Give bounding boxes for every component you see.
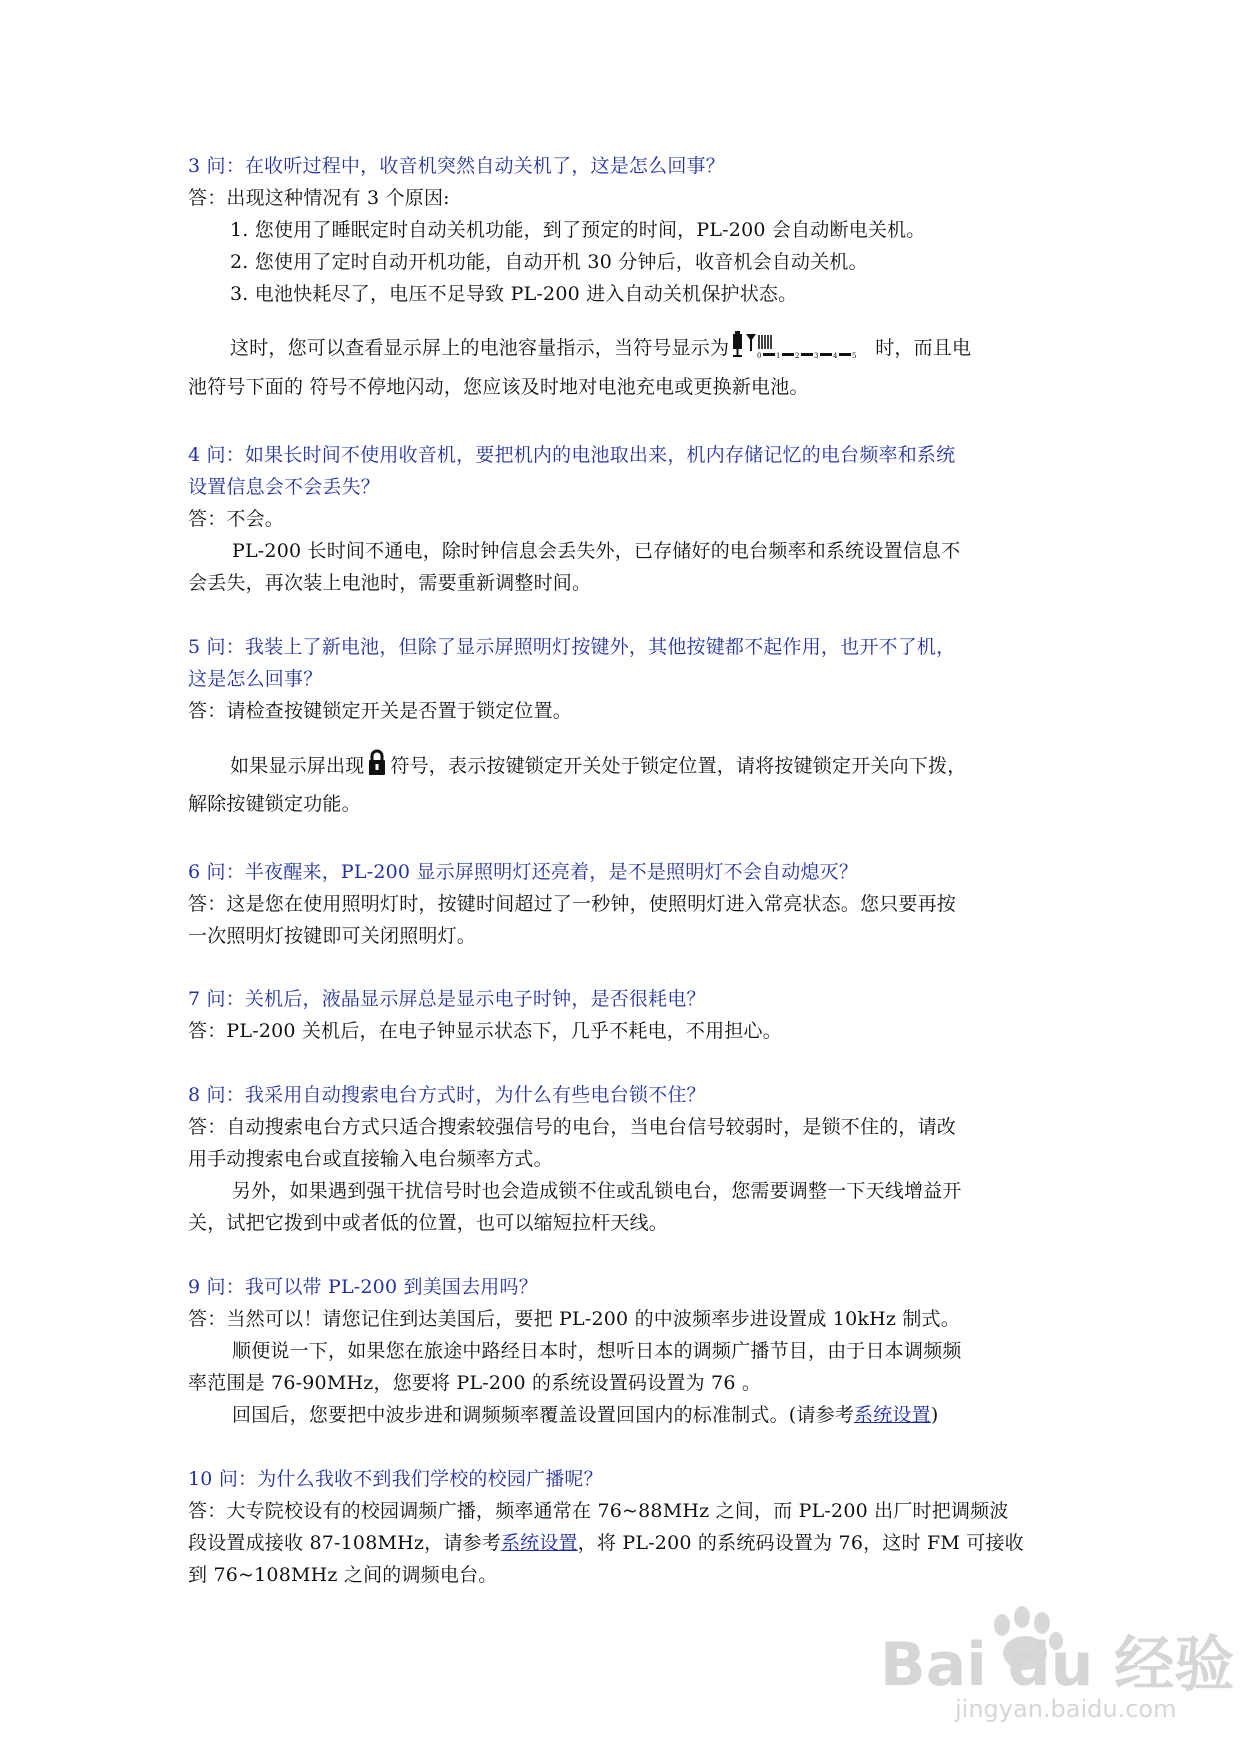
battery-signal-indicator-icon xyxy=(731,330,873,360)
q6-question: 6 问：半夜醒来，PL-200 显示屏照明灯还亮着，是不是照明灯不会自动熄灭？ xyxy=(188,861,859,883)
q9-paragraph-line-3 xyxy=(232,1400,1060,1430)
q5-para-text-a: 如果显示屏出现 xyxy=(230,755,365,777)
q8-paragraph-line-2: 关，试把它拨到中或者低的位置，也可以缩短拉杆天线。 xyxy=(188,1212,669,1234)
q8-question: 8 问：我采用自动搜索电台方式时，为什么有些电台锁不住？ xyxy=(188,1084,706,1106)
q3-item-1: 1. 您使用了睡眠定时自动关机功能，到了预定的时间，PL-200 会自动断电关机。 xyxy=(230,219,926,241)
q3-para-text-b: 时，而且电 xyxy=(875,337,972,359)
q3-paragraph-line-2: 池符号下面的 符号不停地闪动，您应该及时地对电池充电或更换新电池。 xyxy=(188,376,809,398)
q6-answer-line-2: 一次照明灯按键即可关闭照明灯。 xyxy=(188,925,477,947)
q7-answer: 答：PL-200 关机后，在电子钟显示状态下，几乎不耗电，不用担心。 xyxy=(188,1020,782,1042)
q3-item-3: 3. 电池快耗尽了，电压不足导致 PL-200 进入自动关机保护状态。 xyxy=(230,283,798,305)
q3-question: 3 问：在收听过程中，收音机突然自动关机了，这是怎么回事？ xyxy=(188,155,725,177)
watermark-url: jingyan.baidu.com xyxy=(955,1695,1177,1723)
q9-paragraph-line-1: 顺便说一下，如果您在旅途中路经日本时，想听日本的调频广播节目，由于日本调频频 xyxy=(232,1340,962,1362)
q9-answer: 答：当然可以！请您记住到达美国后，要把 PL-200 的中波频率步进设置成 10kHz 制式。 xyxy=(188,1308,960,1330)
q10-answer-line-2 xyxy=(188,1528,1060,1558)
q9-paragraph-line-2: 率范围是 76-90MHz，您要将 PL-200 的系统设置码设置为 76 。 xyxy=(188,1372,762,1394)
q8-paragraph-line-1: 另外，如果遇到强干扰信号时也会造成锁不住或乱锁电台，您需要调整一下天线增益开 xyxy=(232,1180,962,1202)
battery-scale-0: 0 xyxy=(757,352,762,360)
baidu-jingyan-watermark xyxy=(870,1595,1235,1725)
q5-answer: 答：请检查按键锁定开关是否置于锁定位置。 xyxy=(188,700,573,722)
watermark-logo-text: Bai du 经验 xyxy=(880,1630,1235,1700)
q10-answer-line-1: 答：大专院校设有的校园调频广播，频率通常在 76~88MHz 之间，而 PL-200 出厂时把调频波 xyxy=(188,1500,1009,1522)
q9-para-text-a: 回国后，您要把中波步进和调频频率覆盖设置回国内的标准制式。(请参考 xyxy=(232,1404,855,1426)
q10-answer-line-3: 到 76~108MHz 之间的调频电台。 xyxy=(188,1564,498,1586)
q5-paragraph-line-2: 解除按键锁定功能。 xyxy=(188,793,361,815)
q10-question: 10 问：为什么我收不到我们学校的校园广播呢？ xyxy=(188,1468,603,1490)
q10-answer-text-a: 段设置成接收 87-108MHz，请参考 xyxy=(188,1532,501,1554)
q3-paragraph-line-1 xyxy=(230,330,1060,360)
battery-scale-3: 3 xyxy=(814,352,819,360)
q7-question: 7 问：关机后，液晶显示屏总是显示电子时钟，是否很耗电？ xyxy=(188,988,706,1010)
battery-scale-5: 5 xyxy=(852,352,857,360)
q9-para-text-b: ) xyxy=(930,1404,939,1426)
q6-answer-line-1: 答：这是您在使用照明灯时，按键时间超过了一秒钟，使照明灯进入常亮状态。您只要再按 xyxy=(188,893,957,915)
q8-answer-line-2: 用手动搜索电台或直接输入电台频率方式。 xyxy=(188,1148,553,1170)
q10-answer-text-b: ，将 PL-200 的系统码设置为 76，这时 FM 可接收 xyxy=(577,1532,1024,1554)
q4-answer: 答：不会。 xyxy=(188,508,285,530)
q5-para-text-b: 符号，表示按键锁定开关处于锁定位置，请将按键锁定开关向下拨， xyxy=(390,755,967,777)
q4-paragraph-line-1: PL-200 长时间不通电，除时钟信息会丢失外，已存储好的电台频率和系统设置信息不 xyxy=(232,540,961,562)
q4-paragraph-line-2: 会丢失，再次装上电池时，需要重新调整时间。 xyxy=(188,572,592,594)
key-lock-icon xyxy=(366,748,388,778)
battery-scale-2: 2 xyxy=(795,352,800,360)
q5-question-line-1: 5 问：我装上了新电池，但除了显示屏照明灯按键外，其他按键都不起作用，也开不了机， xyxy=(188,636,956,658)
q4-question-line-2: 设置信息会不会丢失？ xyxy=(188,476,381,498)
battery-scale-1: 1 xyxy=(776,352,781,360)
battery-scale-4: 4 xyxy=(833,352,838,360)
q3-item-2: 2. 您使用了定时自动开机功能，自动开机 30 分钟后，收音机会自动关机。 xyxy=(230,251,868,273)
q3-para-text-a: 这时，您可以查看显示屏上的电池容量指示，当符号显示为 xyxy=(230,337,730,359)
q4-question-line-1: 4 问：如果长时间不使用收音机，要把机内的电池取出来，机内存储记忆的电台频率和系统 xyxy=(188,444,956,466)
q5-question-line-2: 这是怎么回事？ xyxy=(188,668,323,690)
q9-question: 9 问：我可以带 PL-200 到美国去用吗？ xyxy=(188,1276,538,1298)
q5-paragraph-line-1 xyxy=(230,748,1060,778)
system-settings-link-2[interactable]: 系统设置 xyxy=(500,1532,578,1554)
q8-answer-line-1: 答：自动搜索电台方式只适合搜索较强信号的电台，当电台信号较弱时，是锁不住的，请改 xyxy=(188,1116,957,1138)
q3-answer: 答：出现这种情况有 3 个原因: xyxy=(188,187,450,209)
system-settings-link[interactable]: 系统设置 xyxy=(854,1404,931,1426)
